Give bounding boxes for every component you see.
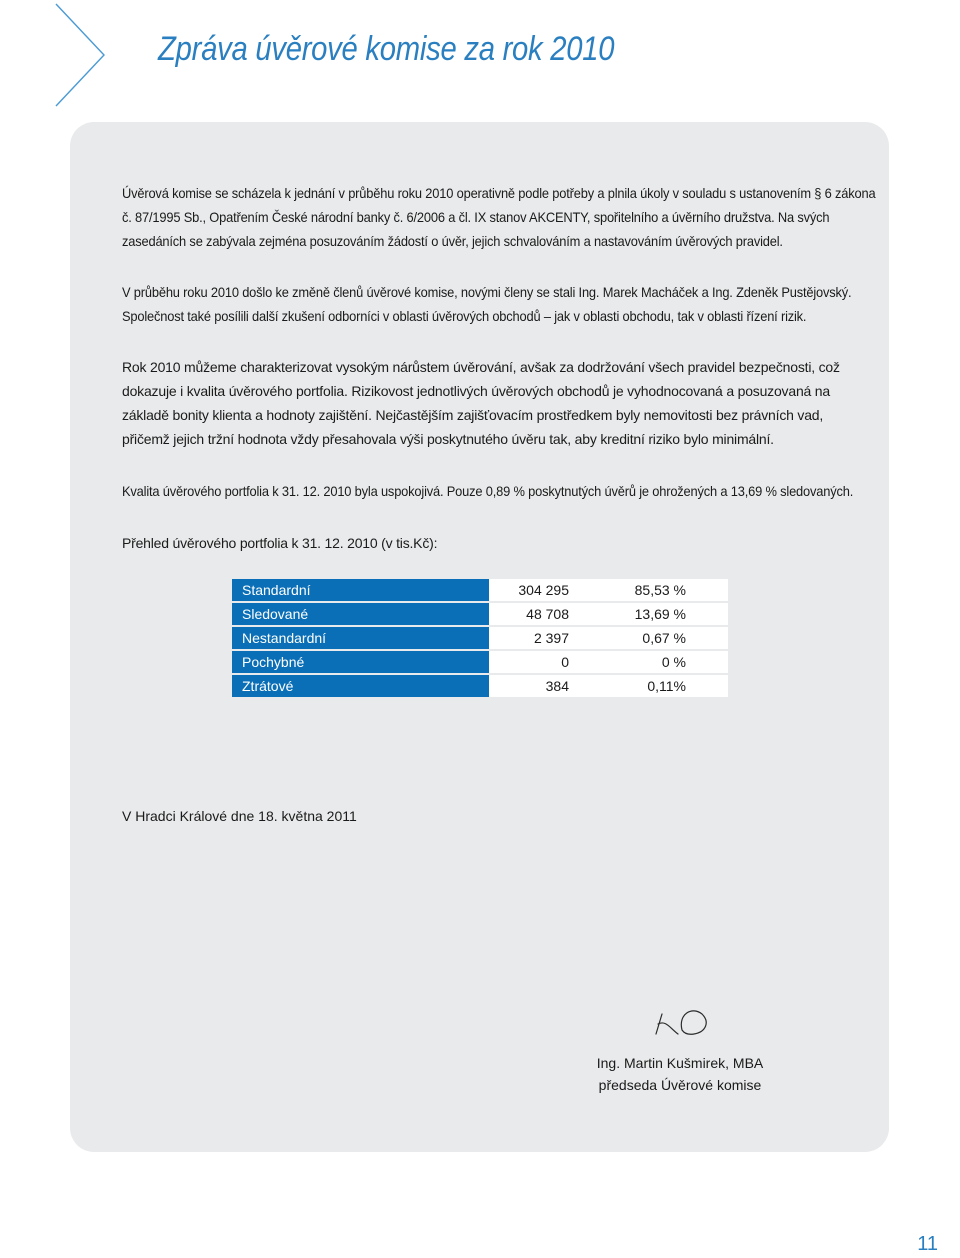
- signature-icon: [648, 1000, 720, 1042]
- signature-block: [560, 1052, 800, 1096]
- table-row: [232, 603, 728, 627]
- row-share: 0,11%: [569, 675, 728, 699]
- table-row: [232, 627, 728, 651]
- portfolio-heading: Přehled úvěrového portfolia k 31. 12. 2010 (v tis.Kč):: [122, 535, 438, 551]
- signer-name: Ing. Martin Kušmirek, MBA: [596, 1055, 764, 1071]
- row-share: 0 %: [569, 651, 728, 675]
- members-paragraph: V průběhu roku 2010 došlo ke změně členů úvěrové komise, novými členy se stali Ing. Marek Macháček a Ing. Zdeněk Pustějovský. Společnost také posílili další zkušení odborníci v oblasti úvěrových obchodů – jak v oblasti obchodu, tak v oblasti řízení rizik.: [122, 284, 852, 324]
- row-amount: 48 708: [489, 603, 569, 627]
- row-amount: 384: [489, 675, 569, 699]
- quality-paragraph: Kvalita úvěrového portfolia k 31. 12. 2010 byla uspokojivá. Pouze 0,89 % poskytnutých úvěrů je ohrožených a 13,69 % sledovaných.: [122, 483, 854, 499]
- row-amount: 2 397: [489, 627, 569, 651]
- row-label: Standardní: [232, 579, 489, 603]
- chevron-decoration-icon: [52, 0, 112, 110]
- page-number: 11: [917, 1233, 938, 1255]
- row-label: Pochybné: [232, 651, 489, 675]
- row-label: Nestandardní: [232, 627, 489, 651]
- row-share: 13,69 %: [569, 603, 728, 627]
- row-label: Ztrátové: [232, 675, 489, 699]
- row-label: Sledované: [232, 603, 489, 627]
- table-row: [232, 675, 728, 699]
- table-row: [232, 579, 728, 603]
- row-share: 85,53 %: [569, 579, 728, 603]
- page-title: Zpráva úvěrové komise za rok 2010: [158, 30, 615, 68]
- intro-paragraph: Úvěrová komise se scházela k jednání v průběhu roku 2010 operativně podle potřeby a plnila úkoly v souladu s ustanovením § 6 zákona č. 87/1995 Sb., Opatřením České národní banky č. 6/2006 a čl. IX stanov AKCENTY, spořitelního a úvěrního družstva. Na svých zasedáních se zabývala zejména posuzováním žádostí o úvěr, jejich schvalováním a nastavováním úvěrových pravidel.: [122, 185, 876, 249]
- table-row: [232, 651, 728, 675]
- row-amount: 0: [489, 651, 569, 675]
- year-summary-paragraph: Rok 2010 můžeme charakterizovat vysokým nárůstem úvěrování, avšak za dodržování všech pravidel bezpečnosti, což dokazuje i kvalita úvěrového portfolia. Rizikovost jednotlivých úvěrových obchodů je vyhodnocovaná a posuzovaná na základě bonity klienta a hodnoty zajištění. Nejčastějším zajišťovacím prostředkem byly nemovitosti bez právních vad, přičemž jejich tržní hodnota vždy přesahovala výši poskytnutého úvěru tak, aby kreditní riziko bylo minimální.: [122, 359, 840, 447]
- place-and-date: V Hradci Králové dne 18. května 2011: [122, 808, 357, 824]
- portfolio-table: [232, 579, 728, 699]
- row-amount: 304 295: [489, 579, 569, 603]
- row-share: 0,67 %: [569, 627, 728, 651]
- signer-role: předseda Úvěrové komise: [598, 1077, 762, 1093]
